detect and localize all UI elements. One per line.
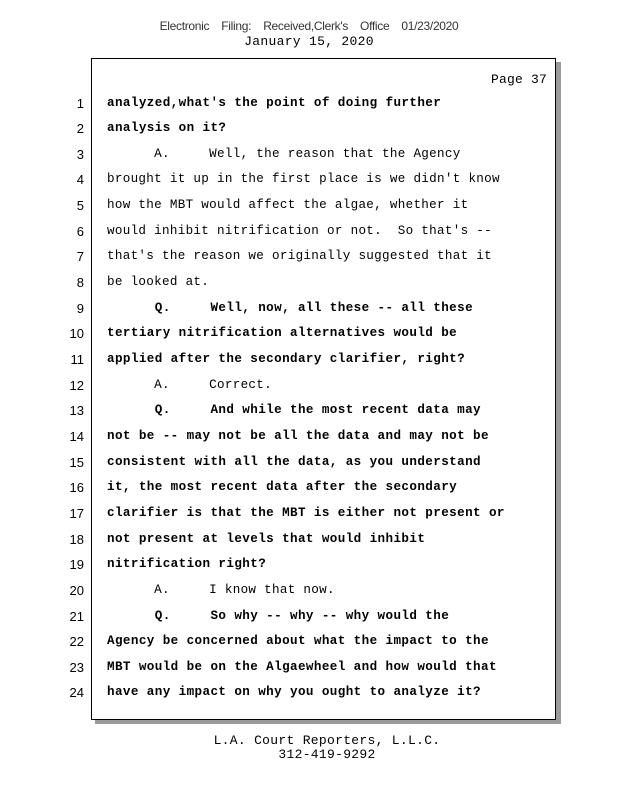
filing-header: [0, 19, 618, 49]
transcript-line: [0, 296, 560, 322]
line-text: analyzed,what's the point of doing further: [107, 95, 442, 110]
line-number: 4: [76, 172, 84, 188]
transcript-line: [0, 655, 560, 681]
line-text: Q. Well, now, all these -- all these: [107, 300, 474, 315]
reporter-company: L.A. Court Reporters, L.L.C.: [213, 733, 441, 748]
line-number: 7: [76, 249, 84, 265]
filing-stamp-part: Office: [360, 19, 390, 33]
transcript-line: [0, 270, 560, 296]
line-number: 11: [70, 352, 84, 367]
page-label: Page 37: [490, 72, 547, 87]
transcript-line: [0, 244, 560, 270]
transcript-line: [0, 219, 560, 245]
line-text: Q. So why -- why -- why would the: [107, 608, 450, 623]
transcript-line: [0, 116, 560, 142]
filing-stamp-part: Received,Clerk's: [263, 19, 349, 33]
line-text: not be -- may not be all the data and may not be: [107, 428, 489, 443]
line-number: 5: [76, 198, 84, 214]
line-number: 21: [69, 608, 84, 624]
line-number: 24: [69, 685, 84, 701]
line-number: 19: [69, 557, 84, 573]
transcript-line: [0, 347, 560, 373]
line-text: consistent with all the data, as you understand: [107, 454, 482, 469]
line-number: 14: [69, 428, 84, 444]
line-number: 12: [69, 377, 84, 393]
line-number: 3: [76, 146, 84, 162]
line-text: MBT would be on the Algaewheel and how would that: [107, 659, 497, 674]
transcript-line: [0, 142, 560, 168]
line-number: 20: [69, 582, 84, 598]
line-number: 13: [69, 403, 84, 419]
line-text: have any impact on why you ought to analyze it?: [107, 685, 482, 700]
filing-stamp: [0, 19, 618, 33]
line-text: be looked at.: [107, 275, 210, 290]
line-number: 8: [76, 275, 84, 291]
transcript-line: [0, 91, 560, 117]
filing-stamp-part: Electronic: [159, 19, 210, 33]
line-text: Agency be concerned about what the impact to the: [107, 634, 489, 649]
line-number: 16: [69, 480, 84, 496]
transcript-line: [0, 193, 560, 219]
transcript-line: [0, 501, 560, 527]
line-text: nitrification right?: [107, 557, 267, 572]
line-text: it, the most recent data after the secondary: [107, 480, 458, 495]
line-number: 17: [69, 505, 84, 521]
line-text: clarifier is that the MBT is either not present or: [107, 505, 505, 520]
line-text: A. Well, the reason that the Agency: [107, 146, 461, 161]
line-number: 10: [69, 326, 84, 342]
line-number: 15: [69, 454, 84, 470]
line-text: how the MBT would affect the algae, whether it: [107, 198, 469, 213]
transcript-line: [0, 450, 560, 476]
transcript-line: [0, 604, 560, 630]
transcript-line: [0, 680, 560, 706]
transcript-line: [0, 578, 560, 604]
transcript-line: [0, 424, 560, 450]
line-text: A. Correct.: [107, 377, 273, 392]
transcript-line: [0, 398, 560, 424]
transcript-line: [0, 527, 560, 553]
line-text: tertiary nitrification alternatives would be: [107, 326, 458, 341]
line-number: 1: [76, 95, 84, 111]
line-number: 18: [69, 531, 84, 547]
line-text: A. I know that now.: [107, 582, 335, 597]
reporter-phone: 312-419-9292: [278, 747, 376, 762]
footer: [0, 734, 618, 762]
filing-stamp-part: Filing:: [221, 19, 252, 33]
line-number: 9: [76, 300, 84, 316]
line-text: not present at levels that would inhibit: [107, 531, 426, 546]
filing-stamp-part: 01/23/2020: [401, 19, 459, 33]
transcript-line: [0, 552, 560, 578]
line-text: that's the reason we originally suggested that it: [107, 249, 493, 264]
line-number: 23: [69, 659, 84, 675]
line-text: Q. And while the most recent data may: [107, 403, 482, 418]
transcript-line: [0, 167, 560, 193]
line-text: brought it up in the first place is we didn't know: [107, 172, 500, 187]
line-number: 6: [76, 223, 84, 239]
transcript-line: [0, 475, 560, 501]
transcript-date: January 15, 2020: [244, 34, 374, 49]
transcript-line: [0, 373, 560, 399]
line-text: would inhibit nitrification or not. So that's --: [107, 223, 493, 238]
line-text: applied after the secondary clarifier, right?: [107, 352, 466, 366]
line-number: 2: [76, 121, 84, 137]
transcript-line: [0, 321, 560, 347]
transcript-line: [0, 629, 560, 655]
line-number: 22: [69, 634, 84, 650]
line-text: analysis on it?: [107, 121, 227, 136]
